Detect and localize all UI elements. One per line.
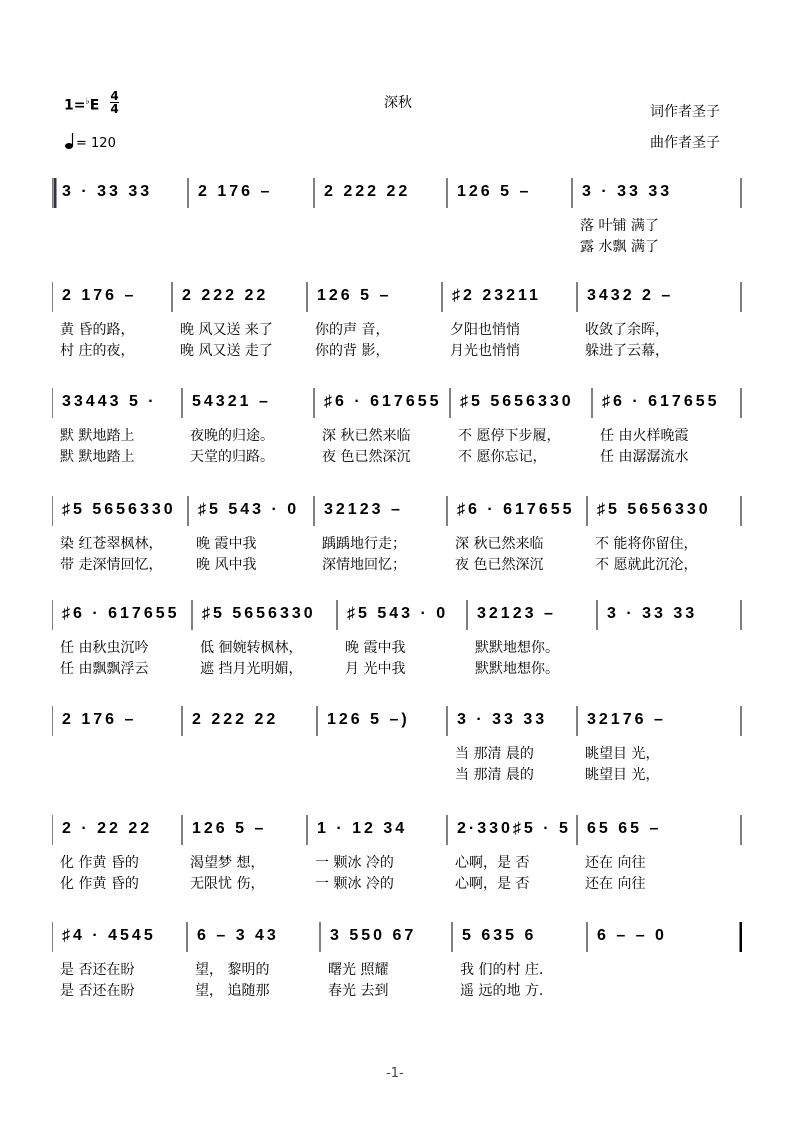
lyric-segment: 默 默地踏上 bbox=[60, 428, 135, 444]
measure: 2 176 – bbox=[62, 287, 137, 304]
lyric-segment: 任 由潺潺流水 bbox=[600, 449, 689, 465]
key-signature bbox=[64, 97, 99, 114]
measure: 2·330♯5 · 5 bbox=[457, 820, 571, 837]
key-note: E bbox=[89, 97, 100, 114]
lyric-line-2 bbox=[52, 658, 742, 678]
lyric-segment: 是 否还在盼 bbox=[60, 983, 135, 999]
measure: ♯6 · 617655 bbox=[62, 605, 180, 622]
lyric-segment: 染 红苍翠枫林， bbox=[60, 536, 163, 552]
lyric-segment: 渴望梦 想， bbox=[190, 855, 265, 871]
measure: ♯6 · 617655 bbox=[457, 501, 575, 518]
lyric-segment: 心啊，是 否 bbox=[455, 876, 530, 892]
tempo-marking bbox=[64, 132, 116, 151]
lyric-segment: 一 颗冰 冷的 bbox=[315, 855, 394, 871]
measure: 1 · 12 34 bbox=[317, 820, 408, 837]
lyric-segment: 任 由火样晚霞 bbox=[600, 428, 689, 444]
lyric-segment: 不 愿就此沉沦， bbox=[595, 557, 698, 573]
notes-row bbox=[52, 922, 742, 952]
lyric-segment: 晚 霞中我 bbox=[345, 640, 406, 656]
measure: 2 222 22 bbox=[182, 287, 269, 304]
measure: 3 · 33 33 bbox=[457, 711, 548, 728]
lyric-segment: 默 默地踏上 bbox=[60, 449, 135, 465]
lyric-segment: 无限忧 伤， bbox=[190, 876, 265, 892]
lyric-segment: 当 那清 晨的 bbox=[455, 746, 534, 762]
measure: 32176 – bbox=[587, 711, 666, 728]
lyric-segment: 曙光 照耀 bbox=[328, 962, 389, 978]
key-prefix: 1= bbox=[64, 97, 86, 114]
lyric-segment: 躲进了云幕， bbox=[585, 343, 669, 359]
lyric-line-1 bbox=[52, 637, 742, 657]
lyric-segment: 带 走深情回忆， bbox=[60, 557, 163, 573]
measure: 2 · 22 22 bbox=[62, 820, 153, 837]
lyric-segment: 默默地想你。 bbox=[475, 661, 559, 677]
lyric-line-2 bbox=[52, 873, 742, 893]
lyric-segment: 化 作黄 昏的 bbox=[60, 855, 139, 871]
lyric-segment: 夜 色已然深沉 bbox=[455, 557, 544, 573]
lyric-line-1 bbox=[52, 743, 742, 763]
lyric-segment: 化 作黄 昏的 bbox=[60, 876, 139, 892]
measure: 126 5 – bbox=[457, 183, 532, 200]
lyric-segment: 望， 追随那 bbox=[195, 983, 270, 999]
measure: ♯5 543 · 0 bbox=[347, 605, 449, 622]
notes-row bbox=[52, 815, 742, 845]
lyric-segment: 望， 黎明的 bbox=[195, 962, 270, 978]
lyric-segment: 夜 色已然深沉 bbox=[322, 449, 411, 465]
measure: 126 5 – bbox=[317, 287, 392, 304]
lyricist-credit: 词作者圣子 bbox=[650, 104, 720, 120]
lyric-segment: 村 庄的夜， bbox=[60, 343, 135, 359]
lyric-segment: 任 由飘飘浮云 bbox=[60, 661, 149, 677]
flat-icon: ♭ bbox=[85, 97, 90, 107]
measure: 2 176 – bbox=[62, 711, 137, 728]
time-signature bbox=[110, 90, 119, 115]
song-title: 深秋 bbox=[384, 95, 412, 111]
lyric-line-1 bbox=[52, 215, 742, 235]
notes-row bbox=[52, 706, 742, 736]
measure: ♯6 · 617655 bbox=[602, 393, 720, 410]
notes-row bbox=[52, 496, 742, 526]
notes-row bbox=[52, 178, 742, 208]
measure: 126 5 – bbox=[192, 820, 267, 837]
measure: 2 222 22 bbox=[192, 711, 279, 728]
quarter-note-icon bbox=[64, 132, 76, 150]
lyric-segment: 默默地想你。 bbox=[475, 640, 559, 656]
measure: 3432 2 – bbox=[587, 287, 674, 304]
notes-row bbox=[52, 600, 742, 630]
lyric-segment: 任 由秋虫沉吟 bbox=[60, 640, 149, 656]
notes-row bbox=[52, 388, 742, 418]
lyric-segment: 不 愿停下步履， bbox=[458, 428, 561, 444]
lyric-line-2 bbox=[52, 980, 742, 1000]
lyric-line-2 bbox=[52, 236, 742, 256]
lyric-segment: 你的背 影， bbox=[315, 343, 390, 359]
lyric-line-1 bbox=[52, 852, 742, 872]
lyric-segment: 深情地回忆； bbox=[322, 557, 406, 573]
lyric-segment: 天堂的归路。 bbox=[190, 449, 274, 465]
lyric-line-2 bbox=[52, 340, 742, 360]
lyric-segment: 晚 霞中我 bbox=[196, 536, 257, 552]
lyric-line-1 bbox=[52, 319, 742, 339]
lyric-line-1 bbox=[52, 533, 742, 553]
measure: 5 635 6 bbox=[462, 927, 537, 944]
measure: ♯5 5656330 bbox=[597, 501, 711, 518]
lyric-line-2 bbox=[52, 446, 742, 466]
lyric-segment: 还在 向往 bbox=[585, 876, 646, 892]
lyric-segment: 还在 向往 bbox=[585, 855, 646, 871]
measure: 32123 – bbox=[477, 605, 556, 622]
lyric-segment: 低 徊婉转枫林， bbox=[200, 640, 303, 656]
lyric-segment: 春光 去到 bbox=[328, 983, 389, 999]
lyric-segment: 遮 挡月光明媚， bbox=[200, 661, 303, 677]
lyric-line-2 bbox=[52, 554, 742, 574]
lyric-segment: 不 愿你忘记， bbox=[458, 449, 547, 465]
lyric-line-1 bbox=[52, 425, 742, 445]
measure: 126 5 –) bbox=[327, 711, 410, 728]
lyric-segment: 落 叶铺 满了 bbox=[580, 218, 659, 234]
lyric-segment: 夜晚的归途。 bbox=[190, 428, 274, 444]
measure: ♯6 · 617655 bbox=[324, 393, 442, 410]
measure: 6 – – 0 bbox=[597, 927, 667, 944]
measure: ♯5 543 · 0 bbox=[198, 501, 300, 518]
lyric-segment: 黄 昏的路， bbox=[60, 322, 135, 338]
notes-row bbox=[52, 282, 742, 312]
lyric-segment: 露 水飘 满了 bbox=[580, 239, 659, 255]
lyric-segment: 我 们的村 庄. bbox=[460, 962, 544, 978]
lyric-segment: 当 那清 晨的 bbox=[455, 767, 534, 783]
lyric-segment: 深 秋已然来临 bbox=[455, 536, 544, 552]
lyric-segment: 晚 风又送 走了 bbox=[180, 343, 273, 359]
lyric-segment: 深 秋已然来临 bbox=[322, 428, 411, 444]
lyric-segment: 晚 风又送 来了 bbox=[180, 322, 273, 338]
measure: 65 65 – bbox=[587, 820, 662, 837]
lyric-segment: 眺望目 光， bbox=[585, 746, 660, 762]
lyric-segment: 月光也悄悄 bbox=[450, 343, 520, 359]
lyric-segment: 你的声 音， bbox=[315, 322, 390, 338]
time-bottom: 4 bbox=[110, 102, 119, 116]
measure: 3 · 33 33 bbox=[607, 605, 698, 622]
lyric-line-1 bbox=[52, 959, 742, 979]
measure: ♯5 5656330 bbox=[460, 393, 574, 410]
measure: ♯4 · 4545 bbox=[62, 927, 156, 944]
tempo-value: = 120 bbox=[76, 136, 116, 151]
composer-credit: 曲作者圣子 bbox=[650, 135, 720, 151]
measure: ♯5 5656330 bbox=[202, 605, 316, 622]
time-top: 4 bbox=[110, 89, 119, 103]
lyric-segment: 一 颗冰 冷的 bbox=[315, 876, 394, 892]
lyric-segment: 不 能将你留住， bbox=[595, 536, 698, 552]
lyric-segment: 踽踽地行走； bbox=[322, 536, 406, 552]
measure: 6 – 3 43 bbox=[197, 927, 279, 944]
measure: ♯5 5656330 bbox=[62, 501, 176, 518]
lyric-segment: 是 否还在盼 bbox=[60, 962, 135, 978]
measure: 2 222 22 bbox=[324, 183, 411, 200]
measure: 3 · 33 33 bbox=[582, 183, 673, 200]
lyric-segment: 心啊，是 否 bbox=[455, 855, 530, 871]
measure: 3 · 33 33 bbox=[62, 183, 153, 200]
measure: 2 176 – bbox=[198, 183, 273, 200]
lyric-segment: 晚 风中我 bbox=[196, 557, 257, 573]
measure: 33443 5 · bbox=[62, 393, 157, 410]
lyric-segment: 收敛了余晖， bbox=[585, 322, 669, 338]
measure: ♯2 23211 bbox=[452, 287, 541, 304]
measure: 54321 – bbox=[192, 393, 271, 410]
measure: 32123 – bbox=[324, 501, 403, 518]
lyric-segment: 夕阳也悄悄 bbox=[450, 322, 520, 338]
measure: 3 550 67 bbox=[330, 927, 417, 944]
lyric-segment: 遥 远的地 方. bbox=[460, 983, 544, 999]
lyric-line-2 bbox=[52, 764, 742, 784]
lyric-segment: 眺望目 光， bbox=[585, 767, 660, 783]
lyric-segment: 月 光中我 bbox=[345, 661, 406, 677]
page-number: -1- bbox=[386, 1066, 404, 1081]
